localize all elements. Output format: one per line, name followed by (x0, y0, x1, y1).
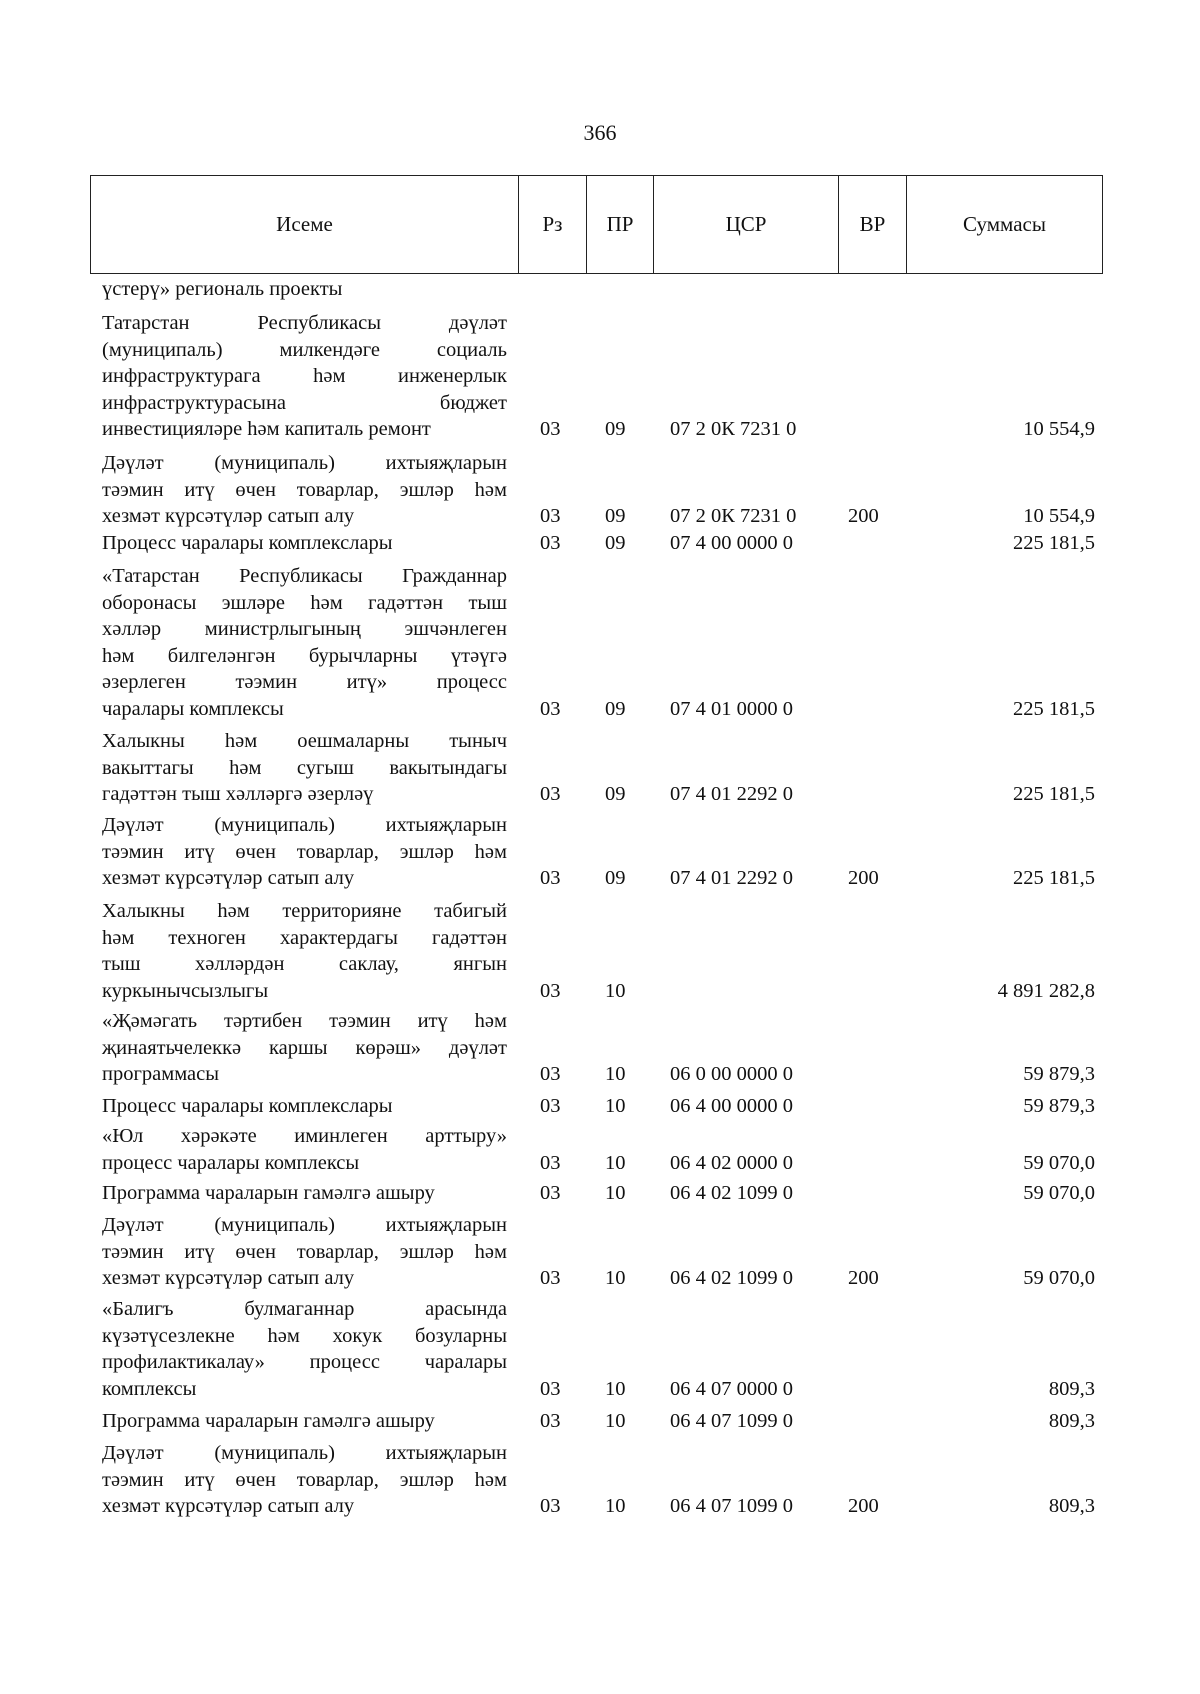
row-sum: 809,3 (1048, 1377, 1095, 1400)
header-name: Исеме (91, 176, 519, 273)
row-sum: 59 879,3 (1023, 1095, 1095, 1117)
row-sum: 4 891 282,8 (997, 979, 1095, 1002)
row-pr: 10 (605, 1267, 626, 1289)
row-pr: 10 (605, 1182, 626, 1204)
row-name-line: Дәүләт (муниципаль) ихтыяҗларын (102, 452, 507, 474)
header-csr: ЦСР (654, 176, 839, 273)
row-pr: 09 (605, 418, 626, 440)
row-name (102, 450, 507, 530)
row-name (102, 530, 507, 557)
row-pr: 10 (605, 979, 626, 1002)
row-name-line: хезмәт күрсәтүләр сатып алу (102, 1495, 355, 1517)
row-name-line: тәэмин итү өчен товарлар, эшләр һәм (102, 1468, 507, 1491)
row-rz: 03 (540, 1151, 561, 1174)
row-name (102, 563, 507, 722)
row-name-line: оборонасы эшләре һәм гадәттән тыш (102, 591, 507, 614)
row-name-line: хезмәт күрсәтүләр сатып алу (102, 1267, 355, 1289)
table-header (90, 175, 1103, 274)
row-name-line: чаралары комплексы (102, 697, 284, 720)
row-csr: 06 4 02 1099 0 (670, 1267, 793, 1289)
header-sum: Суммасы (963, 212, 1046, 236)
row-sum: 225 181,5 (1013, 532, 1095, 554)
row-name-line: инфраструктурасына бюджет (102, 391, 507, 414)
row-name (102, 1296, 507, 1402)
row-name-line: һәм техноген характердагы гадәттән (102, 926, 507, 949)
row-rz: 03 (540, 1063, 561, 1085)
row-pr: 09 (605, 697, 626, 720)
row-name-line: Дәүләт (муниципаль) ихтыяҗларын (102, 1214, 507, 1236)
row-sum: 10 554,9 (1023, 418, 1095, 440)
row-csr: 06 4 07 1099 0 (670, 1495, 793, 1517)
row-csr: 06 4 02 0000 0 (670, 1151, 793, 1174)
row-name-line: тәэмин итү өчен товарлар, эшләр һәм (102, 840, 507, 863)
row-name (102, 1093, 507, 1120)
row-name-line: «Балигъ булмаганнар арасында (102, 1298, 507, 1320)
row-pr: 10 (605, 1095, 626, 1117)
row-name (102, 1440, 507, 1520)
row-pr: 10 (605, 1377, 626, 1400)
row-name-line: хезмәт күрсәтүләр сатып алу (102, 867, 355, 889)
row-pr: 09 (605, 867, 626, 889)
row-name-line: һәм билгеләнгән бурычларны үтәүгә (102, 644, 507, 667)
row-name (102, 1008, 507, 1088)
row-pr: 09 (605, 505, 626, 527)
row-name (102, 1123, 507, 1176)
row-csr: 06 0 00 0000 0 (670, 1063, 793, 1085)
row-name-line: күзәтүсезлекне һәм хокук бозуларны (102, 1324, 507, 1347)
row-sum: 225 181,5 (1013, 867, 1095, 889)
row-name (102, 898, 507, 1004)
row-name-line: тыш хәлләрдән саклау, янгын (102, 953, 507, 975)
page-number: 366 (583, 120, 617, 145)
row-csr: 06 4 07 0000 0 (670, 1377, 793, 1400)
row-pr: 10 (605, 1151, 626, 1174)
row-name-line: инфраструктурага һәм инженерлык (102, 365, 507, 387)
row-name-line: Процесс чаралары комплекслары (102, 532, 393, 554)
row-vr: 200 (848, 505, 879, 527)
row-rz: 03 (540, 1095, 561, 1117)
row-name-line: программасы (102, 1063, 220, 1085)
row-name-line: гадәттән тыш хәлләргә әзерләү (102, 783, 374, 805)
row-name (102, 276, 507, 303)
row-rz: 03 (540, 1377, 561, 1400)
row-sum: 59 070,0 (1023, 1182, 1095, 1204)
row-name (102, 310, 507, 443)
row-pr: 10 (605, 1410, 626, 1432)
row-name-line: «Татарстан Республикасы Гражданнар (102, 565, 507, 587)
row-rz: 03 (540, 1267, 561, 1289)
row-name-line: «Җәмәгать тәртибен тәэмин итү һәм (102, 1010, 507, 1032)
row-sum: 225 181,5 (1013, 783, 1095, 805)
row-rz: 03 (540, 418, 561, 440)
row-name-line: «Юл хәрәкәте иминлеген арттыру» (102, 1125, 507, 1147)
row-name-line: комплексы (102, 1377, 197, 1400)
row-name-line: (муниципаль) милкендәге социаль (102, 338, 507, 361)
row-rz: 03 (540, 979, 561, 1002)
row-csr: 07 4 00 0000 0 (670, 532, 793, 554)
row-csr: 07 4 01 0000 0 (670, 697, 793, 720)
row-name-line: тәэмин итү өчен товарлар, эшләр һәм (102, 478, 507, 501)
row-sum: 225 181,5 (1013, 697, 1095, 720)
header-vr: ВР (839, 176, 907, 273)
row-rz: 03 (540, 505, 561, 527)
row-sum: 59 879,3 (1023, 1063, 1095, 1085)
row-name (102, 728, 507, 808)
row-name-line: вакыттагы һәм сугыш вакытындагы (102, 756, 507, 779)
row-rz: 03 (540, 867, 561, 889)
row-pr: 10 (605, 1063, 626, 1085)
row-rz: 03 (540, 1410, 561, 1432)
row-name-line: Дәүләт (муниципаль) ихтыяҗларын (102, 1442, 507, 1464)
row-pr: 09 (605, 783, 626, 805)
row-name-line: тәэмин итү өчен товарлар, эшләр һәм (102, 1240, 507, 1263)
row-name-line: Халыкны һәм территорияне табигый (102, 900, 507, 922)
row-name-line: Программа чараларын гамәлгә ашыру (102, 1182, 435, 1204)
row-vr: 200 (848, 1267, 879, 1289)
row-sum: 10 554,9 (1023, 505, 1095, 527)
row-vr: 200 (848, 867, 879, 889)
row-sum: 59 070,0 (1023, 1151, 1095, 1174)
row-csr: 06 4 02 1099 0 (670, 1182, 793, 1204)
row-name-line: Халыкны һәм оешмаларны тыныч (102, 730, 507, 752)
row-name-line: әзерлеген тәэмин итү» процесс (102, 671, 507, 693)
row-vr: 200 (848, 1495, 879, 1517)
row-rz: 03 (540, 532, 561, 554)
row-sum: 809,3 (1048, 1410, 1095, 1432)
header-rz: Рз (519, 176, 587, 273)
row-name-line: профилактикалау» процесс чаралары (102, 1351, 507, 1373)
row-name (102, 812, 507, 892)
row-csr: 06 4 00 0000 0 (670, 1095, 793, 1117)
row-csr: 07 2 0К 7231 0 (670, 505, 797, 527)
row-csr: 07 4 01 2292 0 (670, 783, 793, 805)
row-csr: 06 4 07 1099 0 (670, 1410, 793, 1432)
row-name-line: җинаятьчелеккә каршы көрәш» дәүләт (102, 1036, 507, 1059)
row-rz: 03 (540, 1182, 561, 1204)
row-name-line: Программа чараларын гамәлгә ашыру (102, 1410, 435, 1432)
row-csr: 07 2 0К 7231 0 (670, 418, 797, 440)
header-pr: ПР (587, 176, 654, 273)
row-name-line: хәлләр министрлыгының эшчәнлеген (102, 618, 507, 640)
row-name (102, 1212, 507, 1292)
row-name-line: инвестицияләре һәм капиталь ремонт (102, 418, 431, 440)
row-pr: 10 (605, 1495, 626, 1517)
row-name-line: Татарстан Республикасы дәүләт (102, 312, 507, 334)
row-csr: 07 4 01 2292 0 (670, 867, 793, 889)
row-name (102, 1408, 507, 1435)
row-pr: 09 (605, 532, 626, 554)
row-name-line: Дәүләт (муниципаль) ихтыяҗларын (102, 814, 507, 836)
row-rz: 03 (540, 697, 561, 720)
row-name-line: процесс чаралары комплексы (102, 1151, 360, 1174)
row-sum: 59 070,0 (1023, 1267, 1095, 1289)
row-name-line: куркынычсызлыгы (102, 979, 269, 1002)
row-rz: 03 (540, 783, 561, 805)
row-rz: 03 (540, 1495, 561, 1517)
row-name-line: Процесс чаралары комплекслары (102, 1095, 393, 1117)
row-name-line: хезмәт күрсәтүләр сатып алу (102, 505, 355, 527)
row-name-line: үстерү» региональ проекты (102, 278, 343, 300)
row-sum: 809,3 (1048, 1495, 1095, 1517)
row-name (102, 1180, 507, 1207)
